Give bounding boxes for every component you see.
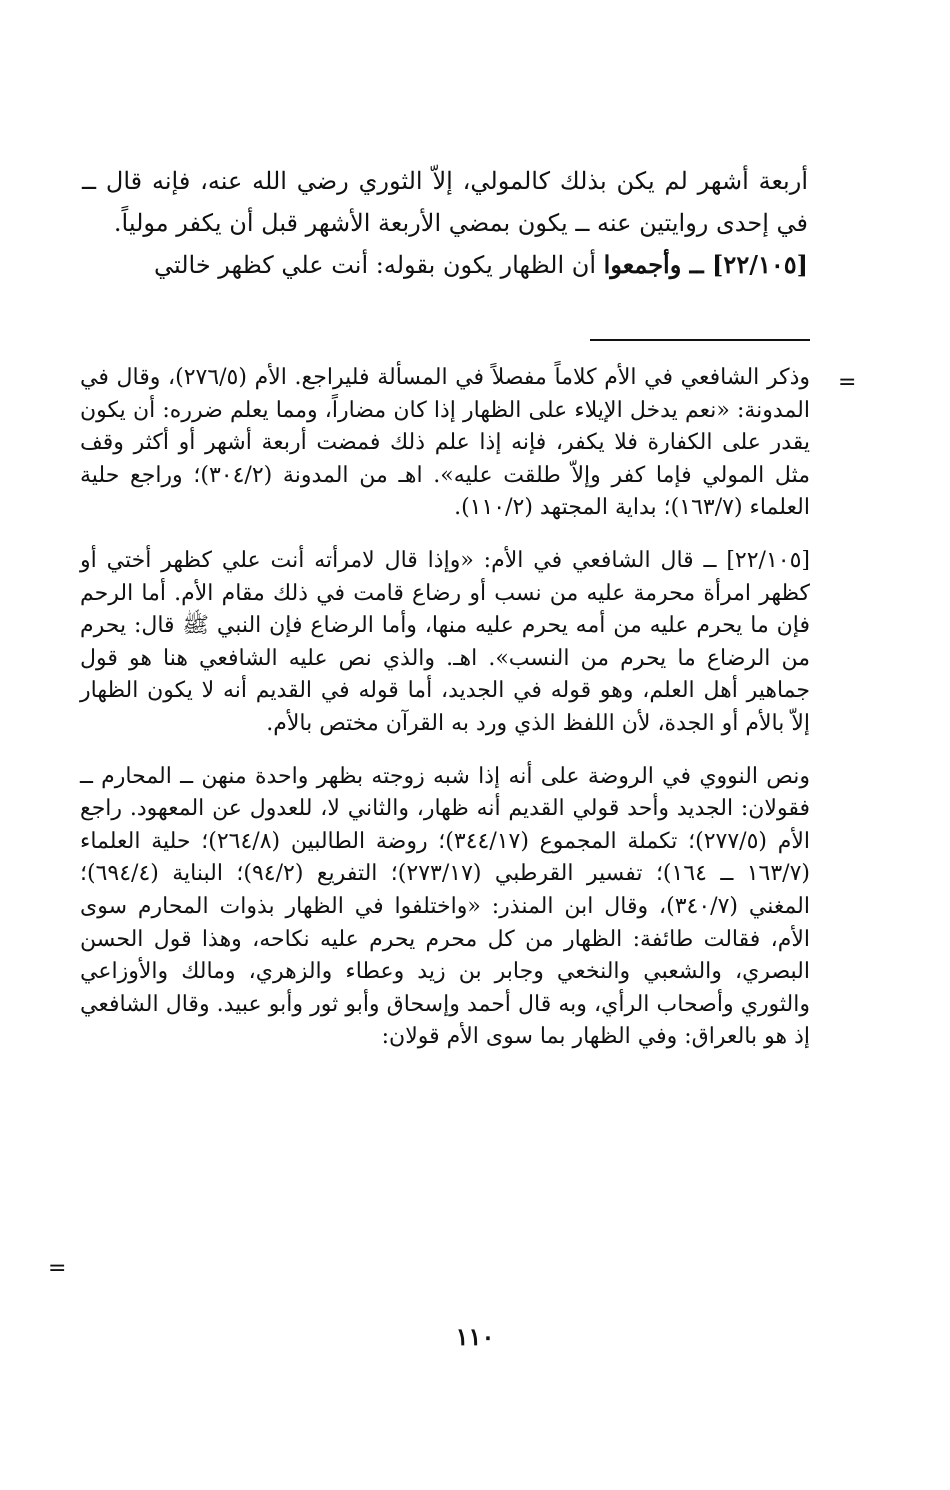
- main-paragraph-1: أربعة أشهر لم يكن بذلك كالمولي، إلاّ الثوري رضي الله عنه، فإنه قال ــ في إحدى روايتين عنه ــ يكون بمضي الأربعة الأشهر قبل أن يكفر مولياً.: [82, 167, 808, 237]
- footnote-paragraph-2: [٢٢/١٠٥] ــ قال الشافعي في الأم: «وإذا قال لامرأته أنت علي كظهر أختي أو كظهر امرأة محرمة عليه من نسب أو رضاع قامت في ذلك مقام الأم. أما الرحم فإن ما يحرم عليه من أمه يحرم عليه منها، وأما الرضاع فإن النبي ﷺ قال: يحرم من الرضاع ما يحرم من النسب». اهـ. والذي نص عليه الشافعي هنا هو قول جماهير أهل العلم، وهو قوله في الجديد، أما قوله في القديم أنه لا يكون الظهار إلاّ بالأم أو الجدة، لأن اللفظ الذي ورد به القرآن مختص بالأم.: [80, 547, 810, 736]
- page-number: ١١٠: [455, 1322, 495, 1351]
- main-text: [82, 160, 808, 286]
- footnote-separator: [590, 339, 810, 341]
- footnotes: [80, 362, 810, 1074]
- footnote-paragraph-1: وذكر الشافعي في الأم كلاماً مفصلاً في المسألة فليراجع. الأم (٢٧٦/٥)، وقال في المدونة: «نعم يدخل الإيلاء على الظهار إذا كان مضاراً، ومما يعلم ضرره: أن يكون يقدر على الكفارة فلا يكفر، فإنه إذا علم ذلك فمضت أربعة أشهر أو أكثر وقف مثل المولي فإما كفر وإلاّ طلقت عليه». اهـ من المدونة (٣٠٤/٢)؛ وراجع حلية العلماء (١٦٣/٧)؛ بداية المجتهد (١١٠/٢).: [80, 365, 810, 521]
- main-paragraph-2-lead: [٢٢/١٠٥] ــ وأجمعوا: [603, 250, 808, 279]
- footnote-paragraph-3: ونص النووي في الروضة على أنه إذا شبه زوجته بظهر واحدة منهن ــ المحارم ــ فقولان: الجديد وأحد قولي القديم أنه ظهار، والثاني لا، للعدول عن المعهود. راجع الأم (٢٧٧/٥)؛ تكملة المجموع (٣٤٤/١٧)؛ روضة الطالبين (٢٦٤/٨)؛ حلية العلماء (١٦٣/٧ ــ ١٦٤)؛ تفسير القرطبي (٢٧٣/١٧)؛ التفريع (٩٤/٢)؛ البناية (٦٩٤/٤)؛ المغني (٣٤٠/٧)، وقال ابن المنذر: «واختلفوا في الظهار بذوات المحارم سوى الأم، فقالت طائفة: الظهار من كل محرم يحرم عليه نكاحه، وهذا قول الحسن البصري، والشعبي والنخعي وجابر بن زيد وعطاء والزهري، ومالك والأوزاعي والثوري وأصحاب الرأي، وبه قال أحمد وإسحاق وأبو ثور وأبو عبيد. وقال الشافعي إذ هو بالعراق: وفي الظهار بما سوى الأم قولان:: [80, 763, 811, 1050]
- continuation-marker-top: =: [838, 370, 857, 395]
- main-paragraph-2: [82, 244, 808, 286]
- continuation-marker-bottom: =: [48, 1256, 67, 1281]
- main-paragraph-2-rest: أن الظهار يكون بقوله: أنت علي كظهر خالتي: [153, 251, 604, 279]
